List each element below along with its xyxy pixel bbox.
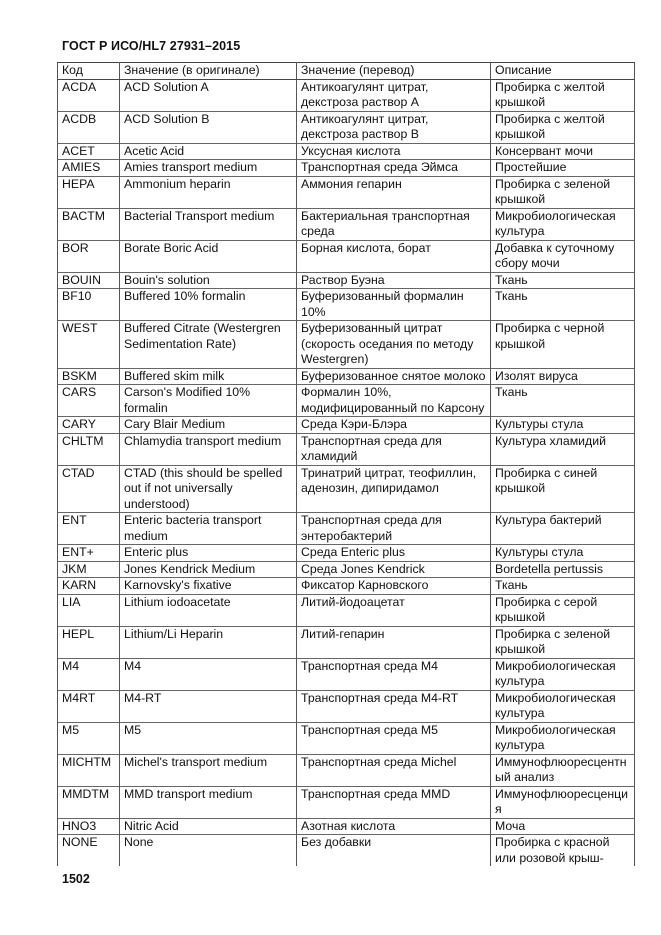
page-number: 1502	[62, 872, 90, 886]
cell-description: Микробиологическая культура	[491, 722, 635, 754]
cell-description: Моча	[491, 818, 635, 835]
cell-translation: Транспортная среда М5	[297, 722, 491, 754]
cell-code: BF10	[58, 289, 120, 321]
cell-description: Bordetella pertussis	[491, 561, 635, 578]
table-row	[58, 786, 635, 818]
cell-code: MMDTM	[58, 786, 120, 818]
cell-description: Пробирка с синей крышкой	[491, 465, 635, 513]
cell-translation: Транспортная среда для хламидий	[297, 433, 491, 465]
cell-original: Nitric Acid	[120, 818, 297, 835]
table-row	[58, 289, 635, 321]
cell-translation: Без добавки	[297, 835, 491, 867]
table-row	[58, 626, 635, 658]
table-row	[58, 658, 635, 690]
cell-code: CTAD	[58, 465, 120, 513]
cell-description: Микробиологическая культура	[491, 658, 635, 690]
cell-description: Культуры стула	[491, 417, 635, 434]
cell-description: Ткань	[491, 289, 635, 321]
cell-code: HEPA	[58, 176, 120, 208]
cell-description: Ткань	[491, 272, 635, 289]
cell-code: CARY	[58, 417, 120, 434]
table-row	[58, 465, 635, 513]
table-row	[58, 272, 635, 289]
table-row	[58, 835, 635, 867]
cell-original: Bouin's solution	[120, 272, 297, 289]
table-row	[58, 385, 635, 417]
cell-translation: Буферизованное снятое молоко	[297, 368, 491, 385]
table-row	[58, 143, 635, 160]
cell-translation: Транспортная среда М4	[297, 658, 491, 690]
cell-original: None	[120, 835, 297, 867]
cell-translation: Транспортная среда M4-RT	[297, 690, 491, 722]
cell-description: Культура бактерий	[491, 513, 635, 545]
cell-translation: Среда Enteric plus	[297, 545, 491, 562]
cell-code: ACET	[58, 143, 120, 160]
table-row	[58, 176, 635, 208]
cell-code: M4	[58, 658, 120, 690]
cell-code: BSKM	[58, 368, 120, 385]
cell-original: Buffered 10% formalin	[120, 289, 297, 321]
cell-code: AMIES	[58, 160, 120, 177]
cell-translation: Борная кислота, борат	[297, 240, 491, 272]
table-row	[58, 160, 635, 177]
cell-code: BACTM	[58, 208, 120, 240]
cell-original: M4	[120, 658, 297, 690]
cell-code: HNO3	[58, 818, 120, 835]
cell-original: Karnovsky's fixative	[120, 578, 297, 595]
cell-original: Jones Kendrick Medium	[120, 561, 297, 578]
cell-original: Amies transport medium	[120, 160, 297, 177]
cell-description: Пробирка с желтой крышкой	[491, 111, 635, 143]
cell-original: Buffered Citrate (Westergren Sedimentation Rate)	[120, 321, 297, 369]
cell-original: Enteric plus	[120, 545, 297, 562]
cell-code: LIA	[58, 594, 120, 626]
cell-translation: Среда Jones Kendrick	[297, 561, 491, 578]
cell-translation: Тринатрий цитрат, теофиллин, аденозин, дипиридамол	[297, 465, 491, 513]
cell-translation: Антикоагулянт цитрат, декстроза раствор В	[297, 111, 491, 143]
table-row	[58, 513, 635, 545]
cell-original: MMD transport medium	[120, 786, 297, 818]
cell-code: BOR	[58, 240, 120, 272]
table-row	[58, 545, 635, 562]
cell-code: ENT+	[58, 545, 120, 562]
cell-translation: Раствор Буэна	[297, 272, 491, 289]
cell-original: Michel's transport medium	[120, 754, 297, 786]
cell-translation: Литий-йодоацетат	[297, 594, 491, 626]
cell-code: ACDA	[58, 79, 120, 111]
cell-description: Простейшие	[491, 160, 635, 177]
cell-code: NONE	[58, 835, 120, 867]
cell-description: Пробирка с серой крышкой	[491, 594, 635, 626]
cell-translation: Транспортная среда для энтеробактерий	[297, 513, 491, 545]
column-header-translation: Значение (перевод)	[297, 63, 491, 80]
cell-code: KARN	[58, 578, 120, 595]
cell-translation: Уксусная кислота	[297, 143, 491, 160]
cell-description: Культура хламидий	[491, 433, 635, 465]
document-header: ГОСТ Р ИСО/HL7 27931–2015	[62, 39, 241, 53]
table-row	[58, 79, 635, 111]
cell-code: MICHTM	[58, 754, 120, 786]
cell-original: Carson's Modified 10% formalin	[120, 385, 297, 417]
cell-code: ENT	[58, 513, 120, 545]
cell-description: Пробирка с черной крышкой	[491, 321, 635, 369]
cell-description: Изолят вируса	[491, 368, 635, 385]
cell-description: Консервант мочи	[491, 143, 635, 160]
cell-description: Микробиологическая культура	[491, 690, 635, 722]
table-row	[58, 754, 635, 786]
cell-original: CTAD (this should be spelled out if not universally understood)	[120, 465, 297, 513]
cell-code: JKM	[58, 561, 120, 578]
cell-translation: Аммония гепарин	[297, 176, 491, 208]
cell-original: Borate Boric Acid	[120, 240, 297, 272]
cell-original: M4-RT	[120, 690, 297, 722]
cell-translation: Транспортная среда Michel	[297, 754, 491, 786]
table-row	[58, 561, 635, 578]
table-row	[58, 417, 635, 434]
cell-code: BOUIN	[58, 272, 120, 289]
table-row	[58, 818, 635, 835]
table-row	[58, 368, 635, 385]
cell-translation: Транспортная среда MMD	[297, 786, 491, 818]
cell-description: Ткань	[491, 385, 635, 417]
cell-original: ACD Solution A	[120, 79, 297, 111]
cell-description: Культуры стула	[491, 545, 635, 562]
cell-original: Chlamydia transport medium	[120, 433, 297, 465]
cell-original: Enteric bacteria transport medium	[120, 513, 297, 545]
cell-code: WEST	[58, 321, 120, 369]
cell-translation: Буферизованный формалин 10%	[297, 289, 491, 321]
cell-description: Пробирка с желтой крышкой	[491, 79, 635, 111]
cell-translation: Буферизованный цитрат (скорость оседания по методу Westergren)	[297, 321, 491, 369]
cell-description: Пробирка с зеленой крышкой	[491, 176, 635, 208]
cell-original: Bacterial Transport medium	[120, 208, 297, 240]
table-row	[58, 594, 635, 626]
table-row	[58, 111, 635, 143]
table-header-row	[58, 63, 635, 80]
column-header-description: Описание	[491, 63, 635, 80]
cell-original: Ammonium heparin	[120, 176, 297, 208]
cell-description: Добавка к суточному сбору мочи	[491, 240, 635, 272]
cell-description: Пробирка с зеленой крышкой	[491, 626, 635, 658]
cell-description: Пробирка с красной или розовой крыш-	[491, 835, 635, 867]
cell-translation: Формалин 10%, модифицированный по Карсону	[297, 385, 491, 417]
cell-original: M5	[120, 722, 297, 754]
cell-translation: Антикоагулянт цитрат, декстроза раствор А	[297, 79, 491, 111]
table-row	[58, 578, 635, 595]
column-header-code: Код	[58, 63, 120, 80]
table-row	[58, 433, 635, 465]
cell-translation: Литий-гепарин	[297, 626, 491, 658]
table-row	[58, 722, 635, 754]
column-header-original: Значение (в оригинале)	[120, 63, 297, 80]
table-row	[58, 321, 635, 369]
cell-code: M5	[58, 722, 120, 754]
cell-code: HEPL	[58, 626, 120, 658]
table-row	[58, 690, 635, 722]
cell-original: Cary Blair Medium	[120, 417, 297, 434]
table-row	[58, 208, 635, 240]
cell-translation: Транспортная среда Эймса	[297, 160, 491, 177]
table-row	[58, 240, 635, 272]
cell-code: CHLTM	[58, 433, 120, 465]
cell-original: Lithium iodoacetate	[120, 594, 297, 626]
cell-code: CARS	[58, 385, 120, 417]
cell-translation: Среда Кэри-Блэра	[297, 417, 491, 434]
cell-translation: Бактериальная транспортная среда	[297, 208, 491, 240]
cell-description: Иммунофлюоресцентный анализ	[491, 754, 635, 786]
cell-code: M4RT	[58, 690, 120, 722]
cell-description: Микробиологическая культура	[491, 208, 635, 240]
cell-original: Lithium/Li Heparin	[120, 626, 297, 658]
cell-description: Ткань	[491, 578, 635, 595]
cell-original: Buffered skim milk	[120, 368, 297, 385]
cell-description: Иммунофлюоресценция	[491, 786, 635, 818]
cell-original: Acetic Acid	[120, 143, 297, 160]
cell-translation: Азотная кислота	[297, 818, 491, 835]
cell-original: ACD Solution B	[120, 111, 297, 143]
cell-translation: Фиксатор Карновского	[297, 578, 491, 595]
cell-code: ACDB	[58, 111, 120, 143]
additives-table	[57, 62, 635, 866]
